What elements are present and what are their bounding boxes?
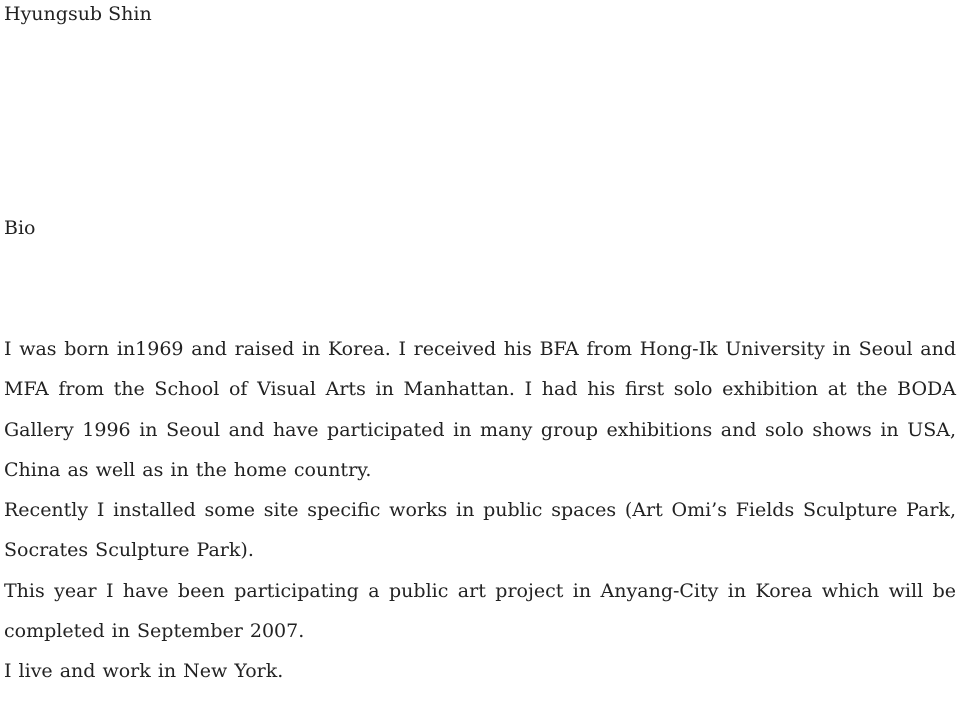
bio-paragraph: Recently I installed some site specific works in public spaces (Art Omi’s Fields Sculpture Park, Socrates Sculpture Park). bbox=[4, 499, 956, 562]
artist-name: Hyungsub Shin bbox=[4, 3, 152, 25]
section-title-bio: Bio bbox=[4, 217, 36, 239]
bio-paragraph: I live and work in New York. bbox=[4, 660, 284, 683]
bio-text bbox=[4, 329, 956, 692]
bio-paragraph: This year I have been participating a public art project in Anyang-City in Korea which will be completed in September 2007. bbox=[4, 579, 956, 643]
bio-paragraph: I was born in1969 and raised in Korea. I received his BFA from Hong-Ik University in Seoul and MFA from the School of Visual Arts in Manhattan. I had his first solo exhibition at the BODA Gallery 1996 in Seoul and have participated in many group exhibitions and solo shows in USA, China as well as in the home country. bbox=[4, 338, 956, 481]
